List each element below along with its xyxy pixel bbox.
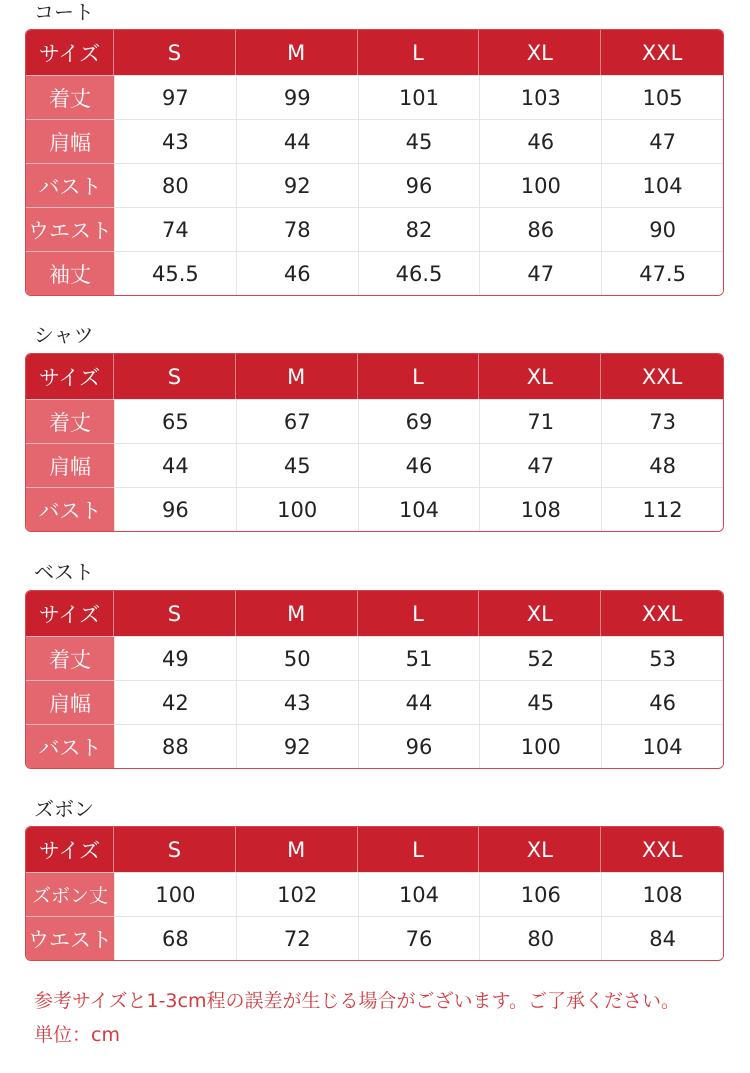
table-cell: 49 (114, 636, 236, 680)
table-cell: 100 (479, 163, 601, 207)
header-size-s: S (114, 30, 236, 75)
table-cell: 86 (479, 207, 601, 251)
header-size-xl: XL (479, 354, 601, 399)
table-cell: 99 (236, 75, 358, 119)
table-cell: 69 (358, 399, 480, 443)
table-cell: 80 (114, 163, 236, 207)
table-cell: 46 (236, 251, 358, 295)
table-cell: 45.5 (114, 251, 236, 295)
row-label: 肩幅 (26, 680, 114, 724)
header-size-xxl: XXL (601, 354, 723, 399)
row-label: ズボン丈 (26, 872, 114, 916)
table-cell: 51 (358, 636, 480, 680)
shirt-section-title: シャツ (34, 323, 94, 347)
table-cell: 108 (601, 872, 723, 916)
row-label: バスト (26, 487, 114, 531)
table-cell: 97 (114, 75, 236, 119)
table-header-row (26, 354, 723, 399)
table-cell: 53 (601, 636, 723, 680)
header-size-xl: XL (479, 827, 601, 872)
table-cell: 46.5 (358, 251, 480, 295)
table-cell: 47 (479, 251, 601, 295)
pants-size-table (25, 826, 724, 961)
header-size-m: M (236, 827, 358, 872)
table-cell: 76 (358, 916, 480, 960)
table-cell: 74 (114, 207, 236, 251)
header-size-s: S (114, 827, 236, 872)
header-size-l: L (358, 354, 480, 399)
header-size-label: サイズ (26, 354, 114, 399)
table-cell: 100 (479, 724, 601, 768)
header-size-xxl: XXL (601, 827, 723, 872)
table-cell: 104 (358, 487, 480, 531)
header-size-label: サイズ (26, 827, 114, 872)
table-cell: 103 (479, 75, 601, 119)
header-size-xxl: XXL (601, 591, 723, 636)
table-cell: 65 (114, 399, 236, 443)
table-cell: 52 (479, 636, 601, 680)
table-row (26, 916, 723, 960)
row-label: バスト (26, 724, 114, 768)
table-cell: 43 (114, 119, 236, 163)
table-cell: 42 (114, 680, 236, 724)
table-row (26, 251, 723, 295)
table-row (26, 399, 723, 443)
table-cell: 45 (236, 443, 358, 487)
unit-note: 単位：cm (34, 1024, 120, 1046)
table-cell: 105 (601, 75, 723, 119)
table-row (26, 119, 723, 163)
row-label: 着丈 (26, 636, 114, 680)
disclaimer-note: 参考サイズと1-3cm程の誤差が生じる場合がございます。ご了承ください。 (34, 990, 680, 1012)
table-cell: 102 (236, 872, 358, 916)
header-size-label: サイズ (26, 591, 114, 636)
coat-section-title: コート (34, 0, 94, 24)
table-cell: 46 (601, 680, 723, 724)
table-row (26, 872, 723, 916)
row-label: ウエスト (26, 207, 114, 251)
header-size-m: M (236, 591, 358, 636)
header-size-l: L (358, 30, 480, 75)
table-header-row (26, 827, 723, 872)
row-label: 肩幅 (26, 443, 114, 487)
table-cell: 92 (236, 724, 358, 768)
table-cell: 106 (479, 872, 601, 916)
table-row (26, 163, 723, 207)
table-cell: 43 (236, 680, 358, 724)
pants-section-title: ズボン (34, 797, 94, 821)
table-cell: 72 (236, 916, 358, 960)
table-cell: 104 (601, 724, 723, 768)
table-header-row (26, 30, 723, 75)
table-cell: 45 (479, 680, 601, 724)
table-cell: 71 (479, 399, 601, 443)
table-header-row (26, 591, 723, 636)
row-label: ウエスト (26, 916, 114, 960)
table-cell: 47.5 (601, 251, 723, 295)
table-row (26, 680, 723, 724)
table-cell: 100 (114, 872, 236, 916)
table-cell: 68 (114, 916, 236, 960)
table-row (26, 636, 723, 680)
table-cell: 100 (236, 487, 358, 531)
table-cell: 73 (601, 399, 723, 443)
table-row (26, 724, 723, 768)
table-cell: 50 (236, 636, 358, 680)
table-cell: 90 (601, 207, 723, 251)
table-cell: 82 (358, 207, 480, 251)
header-size-l: L (358, 827, 480, 872)
table-cell: 88 (114, 724, 236, 768)
table-cell: 101 (358, 75, 480, 119)
table-row (26, 75, 723, 119)
table-cell: 108 (479, 487, 601, 531)
table-cell: 78 (236, 207, 358, 251)
header-size-m: M (236, 30, 358, 75)
header-size-xl: XL (479, 591, 601, 636)
table-cell: 44 (358, 680, 480, 724)
header-size-xl: XL (479, 30, 601, 75)
table-cell: 45 (358, 119, 480, 163)
table-cell: 46 (479, 119, 601, 163)
vest-section-title: ベスト (34, 560, 94, 584)
table-cell: 104 (601, 163, 723, 207)
header-size-label: サイズ (26, 30, 114, 75)
vest-size-table (25, 590, 724, 769)
header-size-s: S (114, 354, 236, 399)
table-cell: 44 (114, 443, 236, 487)
table-cell: 46 (358, 443, 480, 487)
table-cell: 47 (479, 443, 601, 487)
table-cell: 67 (236, 399, 358, 443)
table-row (26, 443, 723, 487)
table-cell: 84 (601, 916, 723, 960)
row-label: 着丈 (26, 75, 114, 119)
table-cell: 96 (358, 163, 480, 207)
header-size-s: S (114, 591, 236, 636)
row-label: 袖丈 (26, 251, 114, 295)
table-cell: 112 (601, 487, 723, 531)
table-cell: 48 (601, 443, 723, 487)
header-size-xxl: XXL (601, 30, 723, 75)
shirt-size-table (25, 353, 724, 532)
table-cell: 44 (236, 119, 358, 163)
row-label: 肩幅 (26, 119, 114, 163)
row-label: 着丈 (26, 399, 114, 443)
table-cell: 80 (479, 916, 601, 960)
table-cell: 104 (358, 872, 480, 916)
table-cell: 92 (236, 163, 358, 207)
table-cell: 96 (358, 724, 480, 768)
table-cell: 96 (114, 487, 236, 531)
header-size-l: L (358, 591, 480, 636)
table-row (26, 487, 723, 531)
row-label: バスト (26, 163, 114, 207)
table-row (26, 207, 723, 251)
table-cell: 47 (601, 119, 723, 163)
header-size-m: M (236, 354, 358, 399)
coat-size-table (25, 29, 724, 296)
